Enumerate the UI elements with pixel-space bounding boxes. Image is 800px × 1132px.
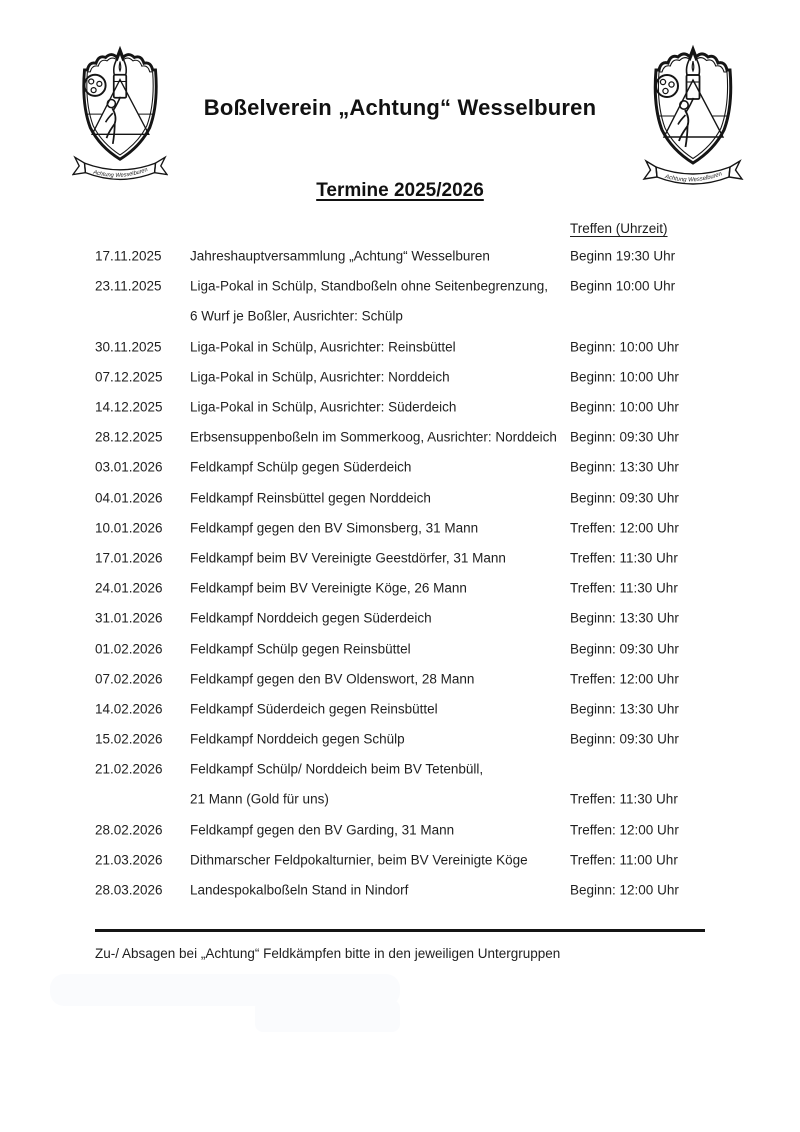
event-description: 21 Mann (Gold für uns): [190, 791, 329, 807]
table-row: [0, 754, 800, 784]
event-description: Dithmarscher Feldpokalturnier, beim BV Vereinigte Köge: [190, 852, 528, 868]
event-date: 17.11.2025: [95, 248, 162, 264]
table-row: [0, 452, 800, 482]
event-description: Liga-Pokal in Schülp, Standboßeln ohne Seitenbegrenzung,: [190, 278, 549, 294]
schedule-table: [0, 241, 800, 905]
table-row: [0, 543, 800, 573]
event-date: 17.01.2026: [95, 550, 163, 566]
event-time: Beginn: 09:30 Uhr: [570, 490, 679, 506]
event-time: Treffen: 12:00 Uhr: [570, 520, 679, 536]
event-time: Beginn: 09:30 Uhr: [570, 429, 679, 445]
event-time: Beginn: 10:00 Uhr: [570, 339, 679, 355]
event-time: Treffen: 11:00 Uhr: [570, 852, 678, 868]
event-time: Beginn: 10:00 Uhr: [570, 369, 679, 385]
event-description: Landespokalboßeln Stand in Nindorf: [190, 882, 409, 898]
event-description: Liga-Pokal in Schülp, Ausrichter: Norddeich: [190, 369, 450, 385]
table-row: [0, 845, 800, 875]
event-date: 04.01.2026: [95, 490, 163, 506]
table-row: [0, 573, 800, 603]
column-header-treffen: Treffen (Uhrzeit): [570, 221, 668, 236]
table-row: [0, 332, 800, 362]
event-date: 14.12.2025: [95, 399, 163, 415]
event-description: Feldkampf Norddeich gegen Schülp: [190, 731, 405, 747]
table-row: [0, 241, 800, 271]
table-row: [0, 815, 800, 845]
event-time: Beginn: 09:30 Uhr: [570, 641, 679, 657]
event-date: 15.02.2026: [95, 731, 163, 747]
page-title: Boßelverein „Achtung“ Wesselburen: [203, 95, 597, 120]
event-date: 24.01.2026: [95, 580, 163, 596]
table-row: [0, 301, 800, 331]
event-description: Liga-Pokal in Schülp, Ausrichter: Süderdeich: [190, 399, 457, 415]
crest-banner-text: Achtung Wesselburen: [92, 167, 149, 179]
event-time: Beginn 10:00 Uhr: [570, 278, 676, 294]
table-row: [0, 513, 800, 543]
event-date: 28.03.2026: [95, 882, 163, 898]
event-time: Beginn: 10:00 Uhr: [570, 399, 679, 415]
event-date: 07.02.2026: [95, 671, 163, 687]
table-row: [0, 392, 800, 422]
table-row: [0, 724, 800, 754]
table-row: [0, 422, 800, 452]
event-date: 31.01.2026: [95, 610, 163, 626]
event-date: 23.11.2025: [95, 278, 162, 294]
table-row: [0, 694, 800, 724]
event-description: Feldkampf gegen den BV Oldenswort, 28 Mann: [190, 671, 475, 687]
event-description: Feldkampf Schülp/ Norddeich beim BV Tetenbüll,: [190, 761, 484, 777]
event-time: Treffen: 12:00 Uhr: [570, 671, 679, 687]
event-description: Feldkampf Reinsbüttel gegen Norddeich: [190, 490, 431, 506]
event-time: Beginn: 13:30 Uhr: [570, 701, 679, 717]
event-description: Feldkampf beim BV Vereinigte Geestdörfer, 31 Mann: [190, 550, 506, 566]
event-description: Feldkampf gegen den BV Garding, 31 Mann: [190, 822, 455, 838]
event-date: 10.01.2026: [95, 520, 163, 536]
event-time: Beginn: 13:30 Uhr: [570, 459, 679, 475]
event-description: Feldkampf Norddeich gegen Süderdeich: [190, 610, 432, 626]
event-date: 07.12.2025: [95, 369, 163, 385]
event-description: Feldkampf beim BV Vereinigte Köge, 26 Mann: [190, 580, 467, 596]
event-description: Erbsensuppenboßeln im Sommerkoog, Ausrichter: Norddeich: [190, 429, 557, 445]
table-row: [0, 271, 800, 301]
event-time: Beginn: 09:30 Uhr: [570, 731, 679, 747]
event-time: Treffen: 11:30 Uhr: [570, 580, 678, 596]
event-date: 21.02.2026: [95, 761, 163, 777]
event-description: 6 Wurf je Boßler, Ausrichter: Schülp: [190, 308, 403, 324]
event-date: 21.03.2026: [95, 852, 163, 868]
event-date: 14.02.2026: [95, 701, 163, 717]
event-time: Treffen: 11:30 Uhr: [570, 550, 678, 566]
table-row: [0, 875, 800, 905]
crest-banner-text: Achtung Wesselburen: [664, 171, 723, 184]
event-description: Feldkampf gegen den BV Simonsberg, 31 Mann: [190, 520, 479, 536]
footer-note: Zu-/ Absagen bei „Achtung“ Feldkämpfen bitte in den jeweiligen Untergruppen: [95, 946, 561, 961]
event-time: Treffen: 11:30 Uhr: [570, 791, 678, 807]
event-time: Treffen: 12:00 Uhr: [570, 822, 679, 838]
table-row: [0, 362, 800, 392]
scan-artifact: [255, 1000, 400, 1032]
divider-line: [95, 929, 705, 932]
schedule-title: Termine 2025/2026: [316, 180, 484, 201]
event-date: 30.11.2025: [95, 339, 162, 355]
table-row: [0, 603, 800, 633]
table-row: [0, 784, 800, 814]
event-date: 01.02.2026: [95, 641, 163, 657]
event-date: 03.01.2026: [95, 459, 163, 475]
event-date: 28.02.2026: [95, 822, 163, 838]
event-description: Liga-Pokal in Schülp, Ausrichter: Reinsbüttel: [190, 339, 456, 355]
event-date: 28.12.2025: [95, 429, 163, 445]
event-time: Beginn: 13:30 Uhr: [570, 610, 679, 626]
event-description: Feldkampf Schülp gegen Reinsbüttel: [190, 641, 411, 657]
table-row: [0, 633, 800, 663]
event-description: Feldkampf Süderdeich gegen Reinsbüttel: [190, 701, 438, 717]
event-description: Feldkampf Schülp gegen Süderdeich: [190, 459, 412, 475]
event-time: Beginn: 12:00 Uhr: [570, 882, 679, 898]
event-description: Jahreshauptversammlung „Achtung“ Wesselburen: [190, 248, 490, 264]
table-row: [0, 664, 800, 694]
table-row: [0, 483, 800, 513]
event-time: Beginn 19:30 Uhr: [570, 248, 676, 264]
